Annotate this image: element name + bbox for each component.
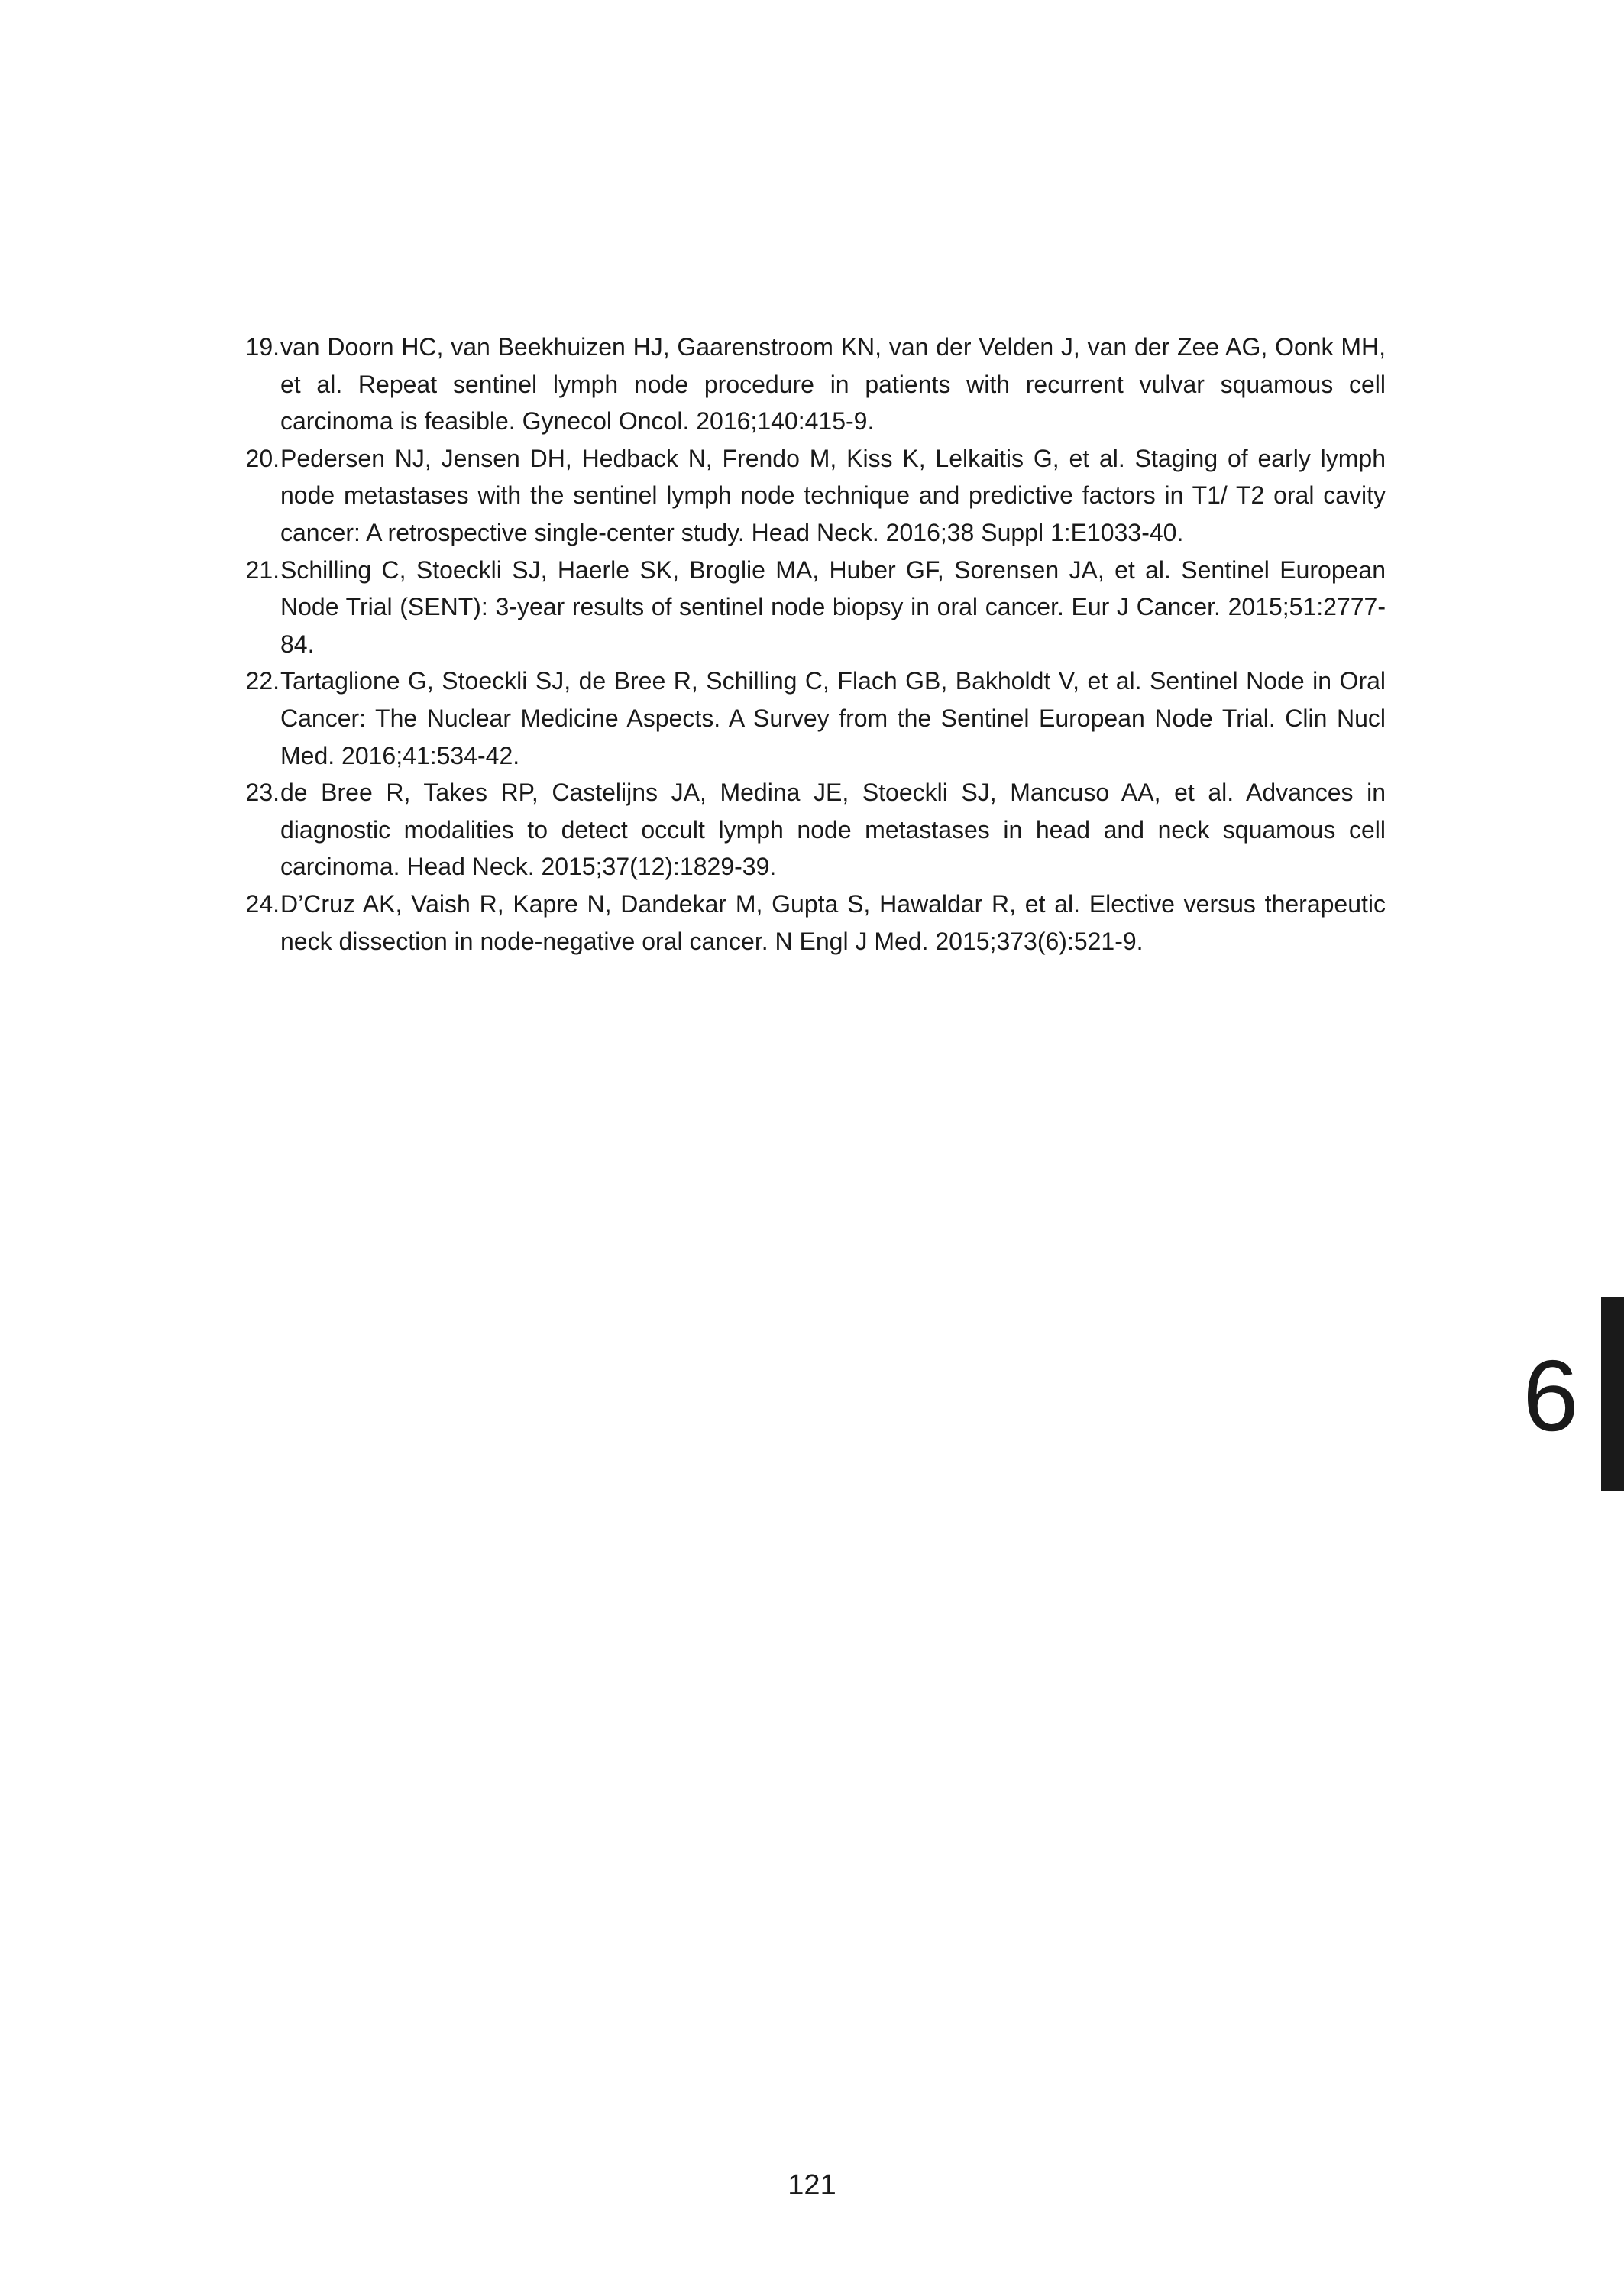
reference-item [229, 774, 1386, 886]
reference-text: de Bree R, Takes RP, Castelijns JA, Medina JE, Stoeckli SJ, Mancuso AA, et al. Advances in diagnostic modalities to detect occult lymph node metastases in head and neck squamous cell carcinoma. Head Neck. 2015;37(12):1829-39. [280, 779, 1386, 881]
reference-number: 21. [245, 555, 280, 584]
reference-item [229, 886, 1386, 960]
reference-text: Tartaglione G, Stoeckli SJ, de Bree R, Schilling C, Flach GB, Bakholdt V, et al. Sentinel Node in Oral Cancer: The Nuclear Medicine Aspects. A Survey from the Sentinel European Node Trial. Clin Nucl Med. 2016;41:534-42. [280, 667, 1386, 769]
reference-text: van Doorn HC, van Beekhuizen HJ, Gaarenstroom KN, van der Velden J, van der Zee AG, Oonk MH, et al. Repeat sentinel lymph node procedure in patients with recurrent vulvar squamous cell carcinoma is feasible. Gynecol Oncol. 2016;140:415-9. [280, 333, 1386, 436]
reference-number: 20. [245, 444, 280, 472]
reference-item [229, 662, 1386, 774]
page-number: 121 [788, 2169, 836, 2201]
reference-item [229, 552, 1386, 663]
reference-number: 24. [245, 889, 280, 918]
reference-text: Pedersen NJ, Jensen DH, Hedback N, Frendo M, Kiss K, Lelkaitis G, et al. Staging of early lymph node metastases with the sentinel lymph node technique and predictive factors in T1/ T2 oral cavity cancer: A retrospective single-center study. Head Neck. 2016;38 Suppl 1:E1033-40. [280, 444, 1386, 546]
reference-item [229, 329, 1386, 440]
reference-list [229, 329, 1386, 960]
chapter-number: 6 [1522, 1339, 1579, 1452]
chapter-tab-marker [1601, 1297, 1624, 1491]
reference-text: Schilling C, Stoeckli SJ, Haerle SK, Broglie MA, Huber GF, Sorensen JA, et al. Sentinel European Node Trial (SENT): 3-year results of sentinel node biopsy in oral cancer. Eur J Cancer. 2015;51:2777-84. [280, 555, 1386, 658]
reference-number: 22. [245, 667, 280, 695]
reference-number: 23. [245, 779, 280, 807]
reference-text: D’Cruz AK, Vaish R, Kapre N, Dandekar M, Gupta S, Hawaldar R, et al. Elective versus therapeutic neck dissection in node-negative oral cancer. N Engl J Med. 2015;373(6):521-9. [280, 889, 1386, 955]
reference-number: 19. [245, 333, 280, 361]
reference-item [229, 440, 1386, 552]
